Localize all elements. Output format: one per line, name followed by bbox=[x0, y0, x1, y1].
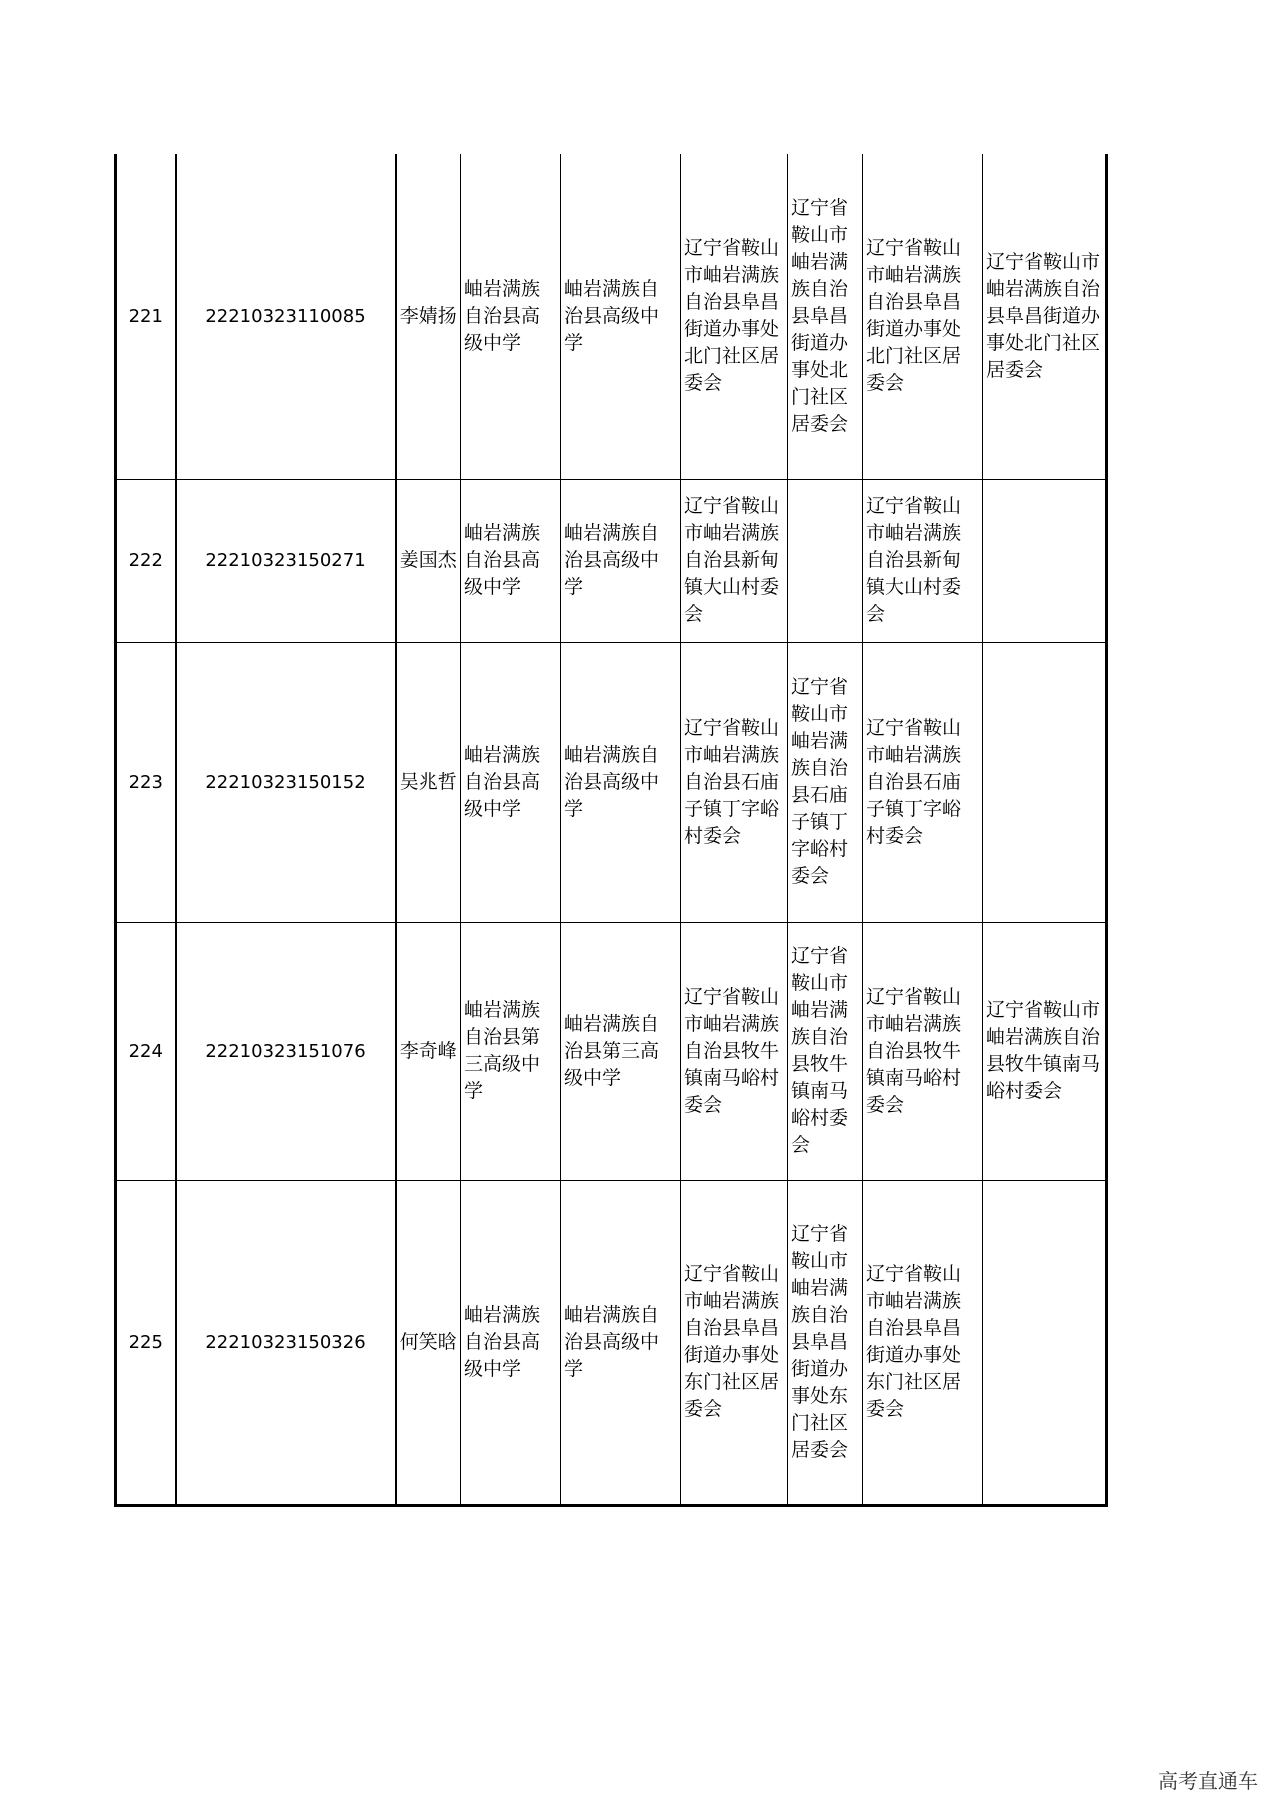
address-cell-1: 辽宁省鞍山市岫岩满族自治县牧牛镇南马峪村委会 bbox=[681, 922, 788, 1180]
row-number: 222 bbox=[116, 479, 176, 642]
address-cell-3: 辽宁省鞍山市岫岩满族自治县阜昌街道办事处东门社区居委会 bbox=[863, 1180, 983, 1505]
row-number: 225 bbox=[116, 1180, 176, 1505]
row-number: 223 bbox=[116, 642, 176, 922]
address-cell-3: 辽宁省鞍山市岫岩满族自治县阜昌街道办事处北门社区居委会 bbox=[863, 154, 983, 479]
address-cell-1: 辽宁省鞍山市岫岩满族自治县新甸镇大山村委会 bbox=[681, 479, 788, 642]
address-cell-2: 辽宁省鞍山市岫岩满族自治县阜昌街道办事处北门社区居委会 bbox=[788, 154, 863, 479]
school-cell-2: 岫岩满族自治县高级中学 bbox=[561, 479, 681, 642]
school-cell-2: 岫岩满族自治县高级中学 bbox=[561, 1180, 681, 1505]
school-cell: 岫岩满族自治县第三高级中学 bbox=[461, 922, 561, 1180]
address-cell-4 bbox=[983, 479, 1107, 642]
address-cell-4 bbox=[983, 1180, 1107, 1505]
table-row bbox=[116, 1180, 1107, 1505]
table-row bbox=[116, 922, 1107, 1180]
school-cell-2: 岫岩满族自治县高级中学 bbox=[561, 154, 681, 479]
candidate-id: 22210323150152 bbox=[176, 642, 396, 922]
candidate-id: 22210323150326 bbox=[176, 1180, 396, 1505]
row-number: 224 bbox=[116, 922, 176, 1180]
address-cell-2: 辽宁省鞍山市岫岩满族自治县牧牛镇南马峪村委会 bbox=[788, 922, 863, 1180]
address-cell-2: 辽宁省鞍山市岫岩满族自治县石庙子镇丁字峪村委会 bbox=[788, 642, 863, 922]
school-cell: 岫岩满族自治县高级中学 bbox=[461, 479, 561, 642]
table-row bbox=[116, 154, 1107, 479]
address-cell-1: 辽宁省鞍山市岫岩满族自治县阜昌街道办事处北门社区居委会 bbox=[681, 154, 788, 479]
school-cell: 岫岩满族自治县高级中学 bbox=[461, 642, 561, 922]
candidate-id: 22210323110085 bbox=[176, 154, 396, 479]
student-table bbox=[114, 154, 1108, 1507]
address-cell-3: 辽宁省鞍山市岫岩满族自治县新甸镇大山村委会 bbox=[863, 479, 983, 642]
address-cell-2: 辽宁省鞍山市岫岩满族自治县阜昌街道办事处东门社区居委会 bbox=[788, 1180, 863, 1505]
table-row bbox=[116, 642, 1107, 922]
watermark-text: 高考直通车 bbox=[1158, 1769, 1258, 1793]
student-name: 李婧扬 bbox=[396, 154, 461, 479]
table-row bbox=[116, 479, 1107, 642]
student-name: 李奇峰 bbox=[396, 922, 461, 1180]
address-cell-4 bbox=[983, 642, 1107, 922]
student-name: 姜国杰 bbox=[396, 479, 461, 642]
candidate-id: 22210323150271 bbox=[176, 479, 396, 642]
candidate-id: 22210323151076 bbox=[176, 922, 396, 1180]
school-cell: 岫岩满族自治县高级中学 bbox=[461, 154, 561, 479]
address-cell-3: 辽宁省鞍山市岫岩满族自治县石庙子镇丁字峪村委会 bbox=[863, 642, 983, 922]
address-cell-4: 辽宁省鞍山市岫岩满族自治县牧牛镇南马峪村委会 bbox=[983, 922, 1107, 1180]
school-cell-2: 岫岩满族自治县高级中学 bbox=[561, 642, 681, 922]
school-cell: 岫岩满族自治县高级中学 bbox=[461, 1180, 561, 1505]
student-name: 吴兆哲 bbox=[396, 642, 461, 922]
student-name: 何笑晗 bbox=[396, 1180, 461, 1505]
address-cell-3: 辽宁省鞍山市岫岩满族自治县牧牛镇南马峪村委会 bbox=[863, 922, 983, 1180]
address-cell-1: 辽宁省鞍山市岫岩满族自治县石庙子镇丁字峪村委会 bbox=[681, 642, 788, 922]
school-cell-2: 岫岩满族自治县第三高级中学 bbox=[561, 922, 681, 1180]
address-cell-4: 辽宁省鞍山市岫岩满族自治县阜昌街道办事处北门社区居委会 bbox=[983, 154, 1107, 479]
address-cell-2 bbox=[788, 479, 863, 642]
address-cell-1: 辽宁省鞍山市岫岩满族自治县阜昌街道办事处东门社区居委会 bbox=[681, 1180, 788, 1505]
row-number: 221 bbox=[116, 154, 176, 479]
